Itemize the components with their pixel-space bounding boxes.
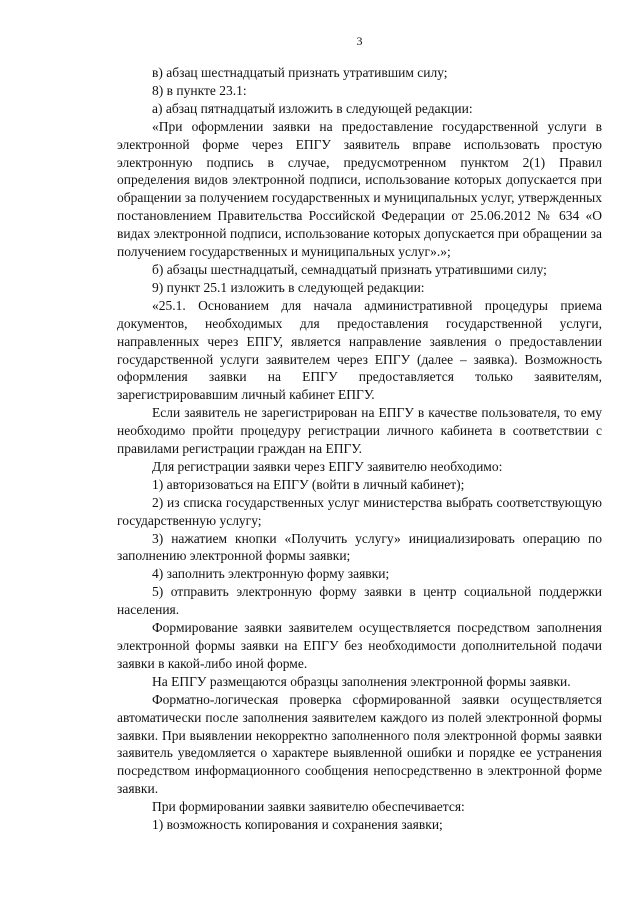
- paragraph-14: 5) отправить электронную форму заявки в центр социальной поддержки населения.: [117, 584, 602, 618]
- paragraph-9: Для регистрации заявки через ЕПГУ заявителю необходимо:: [152, 458, 503, 474]
- paragraph-8: Если заявитель не зарегистрирован на ЕПГУ в качестве пользователя, то ему необходимо пройти процедуру регистрации личного кабинета в соответствии с правилами регистрации граждан на ЕПГУ.: [117, 405, 602, 457]
- paragraph-11: 2) из списка государственных услуг министерства выбрать соответствующую государственную услугу;: [117, 494, 602, 528]
- paragraph-7: «25.1. Основанием для начала административной процедуры приема документов, необходимых для предоставления государственной услуги, направленных через ЕПГУ, является направление заявления о предоставлении государственной услуги заявителем через ЕПГУ (далее – заявка). Возможность оформления заявки на ЕПГУ предоставляется только заявителям, зарегистрировавшим личный кабинет ЕПГУ.: [117, 297, 602, 403]
- paragraph-12: 3) нажатием кнопки «Получить услугу» инициализировать операцию по заполнению электронной формы заявки;: [117, 530, 602, 564]
- paragraph-15: Формирование заявки заявителем осуществляется посредством заполнения электронной формы заявки на ЕПГУ без необходимости дополнительной подачи заявки в какой-либо иной форме.: [117, 620, 602, 671]
- paragraph-5: б) абзацы шестнадцатый, семнадцатый признать утратившими силу;: [152, 261, 547, 277]
- paragraph-18: При формировании заявки заявителю обеспечивается:: [152, 799, 465, 815]
- paragraph-17: Форматно-логическая проверка сформированной заявки осуществляется автоматически после заполнения заявителем каждого из полей электронной формы заявки. При выявлении некорректно заполненного поля электронной формы заявки заявитель уведомляется о характере выявленной ошибки и порядке ее устранения посредством информационного сообщения непосредственно в электронной форме заявки.: [117, 691, 602, 797]
- paragraph-16: На ЕПГУ размещаются образцы заполнения электронной формы заявки.: [152, 673, 571, 689]
- page-number: 3: [356, 34, 363, 48]
- paragraph-1: в) абзац шестнадцатый признать утратившим силу;: [152, 65, 448, 80]
- paragraph-2: 8) в пункте 23.1:: [152, 82, 247, 98]
- paragraph-19: 1) возможность копирования и сохранения заявки;: [152, 817, 443, 833]
- paragraph-3: а) абзац пятнадцатый изложить в следующей редакции:: [152, 100, 473, 116]
- paragraph-10: 1) авторизоваться на ЕПГУ (войти в личный кабинет);: [152, 476, 465, 492]
- paragraph-6: 9) пункт 25.1 изложить в следующей редакции:: [152, 279, 425, 295]
- paragraph-13: 4) заполнить электронную форму заявки;: [152, 566, 390, 582]
- paragraph-4: «При оформлении заявки на предоставление государственной услуги в электронной форме через ЕПГУ заявитель вправе использовать простую электронную подпись в случае, предусмотренном пунктом 2(1) Правил определения видов электронной подписи, использование которых допускается при обращении за получением государственных и муниципальных услуг, утвержденных постановлением Правительства Российской Федерации от 25.06.2012 № 634 «О видах электронной подписи, использование которых допускается при обращении за получением государственных и муниципальных услуг».»;: [117, 118, 602, 260]
